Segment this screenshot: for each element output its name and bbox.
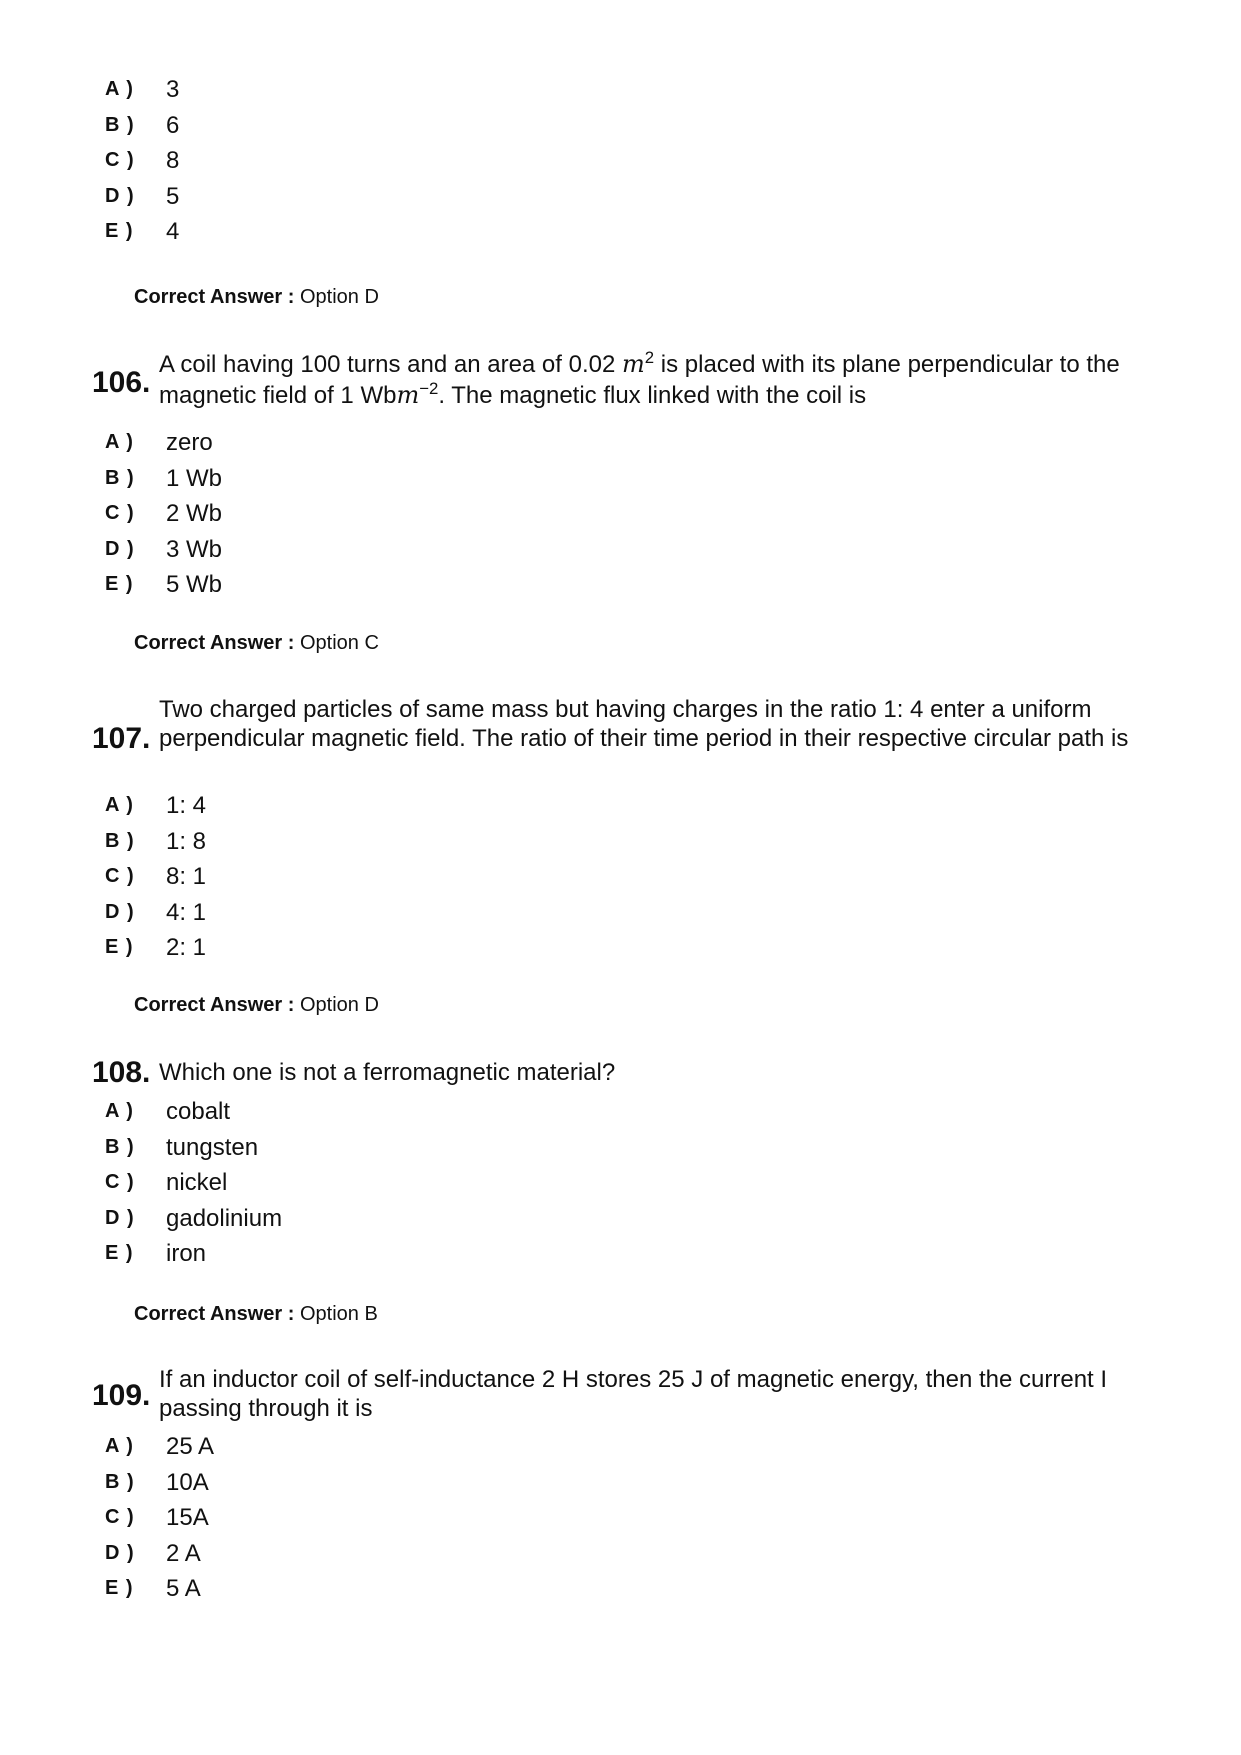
option-c[interactable] xyxy=(0,1500,1241,1536)
option-d[interactable] xyxy=(0,179,1241,215)
option-letter: E ) xyxy=(105,1577,134,1599)
options-list xyxy=(0,1429,1241,1607)
option-d[interactable] xyxy=(0,895,1241,931)
question-105-tail xyxy=(0,72,1241,250)
option-letter: E ) xyxy=(105,936,134,958)
question-number: 107. xyxy=(92,722,151,755)
option-c[interactable] xyxy=(0,143,1241,179)
option-text: 5 A xyxy=(166,1575,201,1602)
option-text: 5 Wb xyxy=(166,571,223,598)
option-text: 4 xyxy=(166,218,180,245)
option-text: 10A xyxy=(166,1468,209,1496)
option-text: 8: 1 xyxy=(166,863,207,890)
option-d[interactable] xyxy=(0,532,1241,568)
option-letter: E ) xyxy=(105,1242,134,1264)
option-b[interactable] xyxy=(0,108,1241,144)
option-text: 2 A xyxy=(166,1539,201,1567)
question-number: 106. xyxy=(92,366,151,399)
option-b[interactable] xyxy=(0,824,1241,860)
question-text: Two charged particles of same mass but having charges in the ratio 1: 4 enter a uniform perpendicular magnetic field. The ratio of their time period in their respective circular path is xyxy=(159,696,1129,752)
option-text: 8 xyxy=(166,147,180,174)
question-text: A coil having 100 turns and an area of 0.02 $m^2$ is placed with its plane perpendicular to the magnetic field of 1 Wbm$^{-2}$. The magnetic flux linked with the coil is xyxy=(159,348,1120,409)
option-text: gadolinium xyxy=(166,1204,283,1232)
option-text: 1 Wb xyxy=(166,464,223,492)
option-letter: A ) xyxy=(105,78,134,100)
option-a[interactable] xyxy=(0,72,1241,108)
correct-answer-value: Option D xyxy=(299,286,379,308)
question-number: 109. xyxy=(92,1379,151,1412)
option-text: 15A xyxy=(166,1504,209,1531)
option-text: 2: 1 xyxy=(166,934,207,961)
question-number: 108. xyxy=(92,1056,151,1089)
option-letter: E ) xyxy=(105,220,134,242)
correct-answer xyxy=(134,994,379,1017)
question-text: Which one is not a ferromagnetic material? xyxy=(159,1059,616,1086)
options-list xyxy=(0,425,1241,603)
option-text: 3 xyxy=(166,76,180,103)
option-letter: C ) xyxy=(105,865,135,887)
correct-answer-label: Correct Answer : xyxy=(134,286,295,308)
option-letter: D ) xyxy=(105,537,135,560)
option-letter: B ) xyxy=(105,113,135,136)
option-text: 1: 8 xyxy=(166,827,207,855)
option-e[interactable] xyxy=(0,1571,1241,1607)
correct-answer xyxy=(134,286,379,309)
option-text: nickel xyxy=(166,1169,228,1196)
question-text: If an inductor coil of self-inductance 2 H stores 25 J of magnetic energy, then the current I passing through it is xyxy=(159,1366,1108,1422)
option-letter: C ) xyxy=(105,1506,135,1528)
option-letter: A ) xyxy=(105,1435,134,1457)
correct-answer-value: Option B xyxy=(299,1303,378,1325)
correct-answer-label: Correct Answer : xyxy=(134,994,295,1016)
options-list xyxy=(0,1094,1241,1272)
option-letter: B ) xyxy=(105,1470,135,1493)
correct-answer-value: Option D xyxy=(299,994,379,1016)
option-e[interactable] xyxy=(0,567,1241,603)
option-letter: D ) xyxy=(105,1541,135,1564)
option-c[interactable] xyxy=(0,1165,1241,1201)
option-e[interactable] xyxy=(0,214,1241,250)
option-letter: D ) xyxy=(105,900,135,923)
option-text: 25 A xyxy=(166,1433,215,1460)
options-list xyxy=(0,788,1241,966)
option-text: 1: 4 xyxy=(166,792,207,819)
correct-answer-label: Correct Answer : xyxy=(134,1303,295,1325)
option-c[interactable] xyxy=(0,859,1241,895)
option-e[interactable] xyxy=(0,930,1241,966)
option-text: 2 Wb xyxy=(166,500,223,527)
option-letter: C ) xyxy=(105,1171,135,1193)
option-text: 5 xyxy=(166,182,180,210)
option-d[interactable] xyxy=(0,1201,1241,1237)
correct-answer-value: Option C xyxy=(299,632,379,654)
option-a[interactable] xyxy=(0,788,1241,824)
option-letter: C ) xyxy=(105,502,135,524)
option-letter: B ) xyxy=(105,466,135,489)
option-e[interactable] xyxy=(0,1236,1241,1272)
option-letter: B ) xyxy=(105,829,135,852)
option-letter: E ) xyxy=(105,573,134,595)
option-letter: B ) xyxy=(105,1135,135,1158)
option-letter: C ) xyxy=(105,149,135,171)
option-letter: A ) xyxy=(105,794,134,816)
option-a[interactable] xyxy=(0,1429,1241,1465)
option-c[interactable] xyxy=(0,496,1241,532)
correct-answer xyxy=(134,1303,378,1326)
option-text: zero xyxy=(166,429,213,456)
option-text: tungsten xyxy=(166,1133,259,1161)
correct-answer-label: Correct Answer : xyxy=(134,632,295,654)
option-d[interactable] xyxy=(0,1536,1241,1572)
option-text: 4: 1 xyxy=(166,898,207,926)
option-a[interactable] xyxy=(0,425,1241,461)
option-b[interactable] xyxy=(0,1465,1241,1501)
options-list xyxy=(0,72,1241,250)
option-text: 6 xyxy=(166,111,180,139)
option-text: iron xyxy=(166,1240,207,1267)
option-letter: A ) xyxy=(105,1100,134,1122)
option-letter: D ) xyxy=(105,184,135,207)
option-text: 3 Wb xyxy=(166,535,223,563)
option-letter: A ) xyxy=(105,431,134,453)
option-text: cobalt xyxy=(166,1098,231,1125)
option-b[interactable] xyxy=(0,1130,1241,1166)
option-letter: D ) xyxy=(105,1206,135,1229)
correct-answer xyxy=(134,632,379,655)
option-a[interactable] xyxy=(0,1094,1241,1130)
option-b[interactable] xyxy=(0,461,1241,497)
